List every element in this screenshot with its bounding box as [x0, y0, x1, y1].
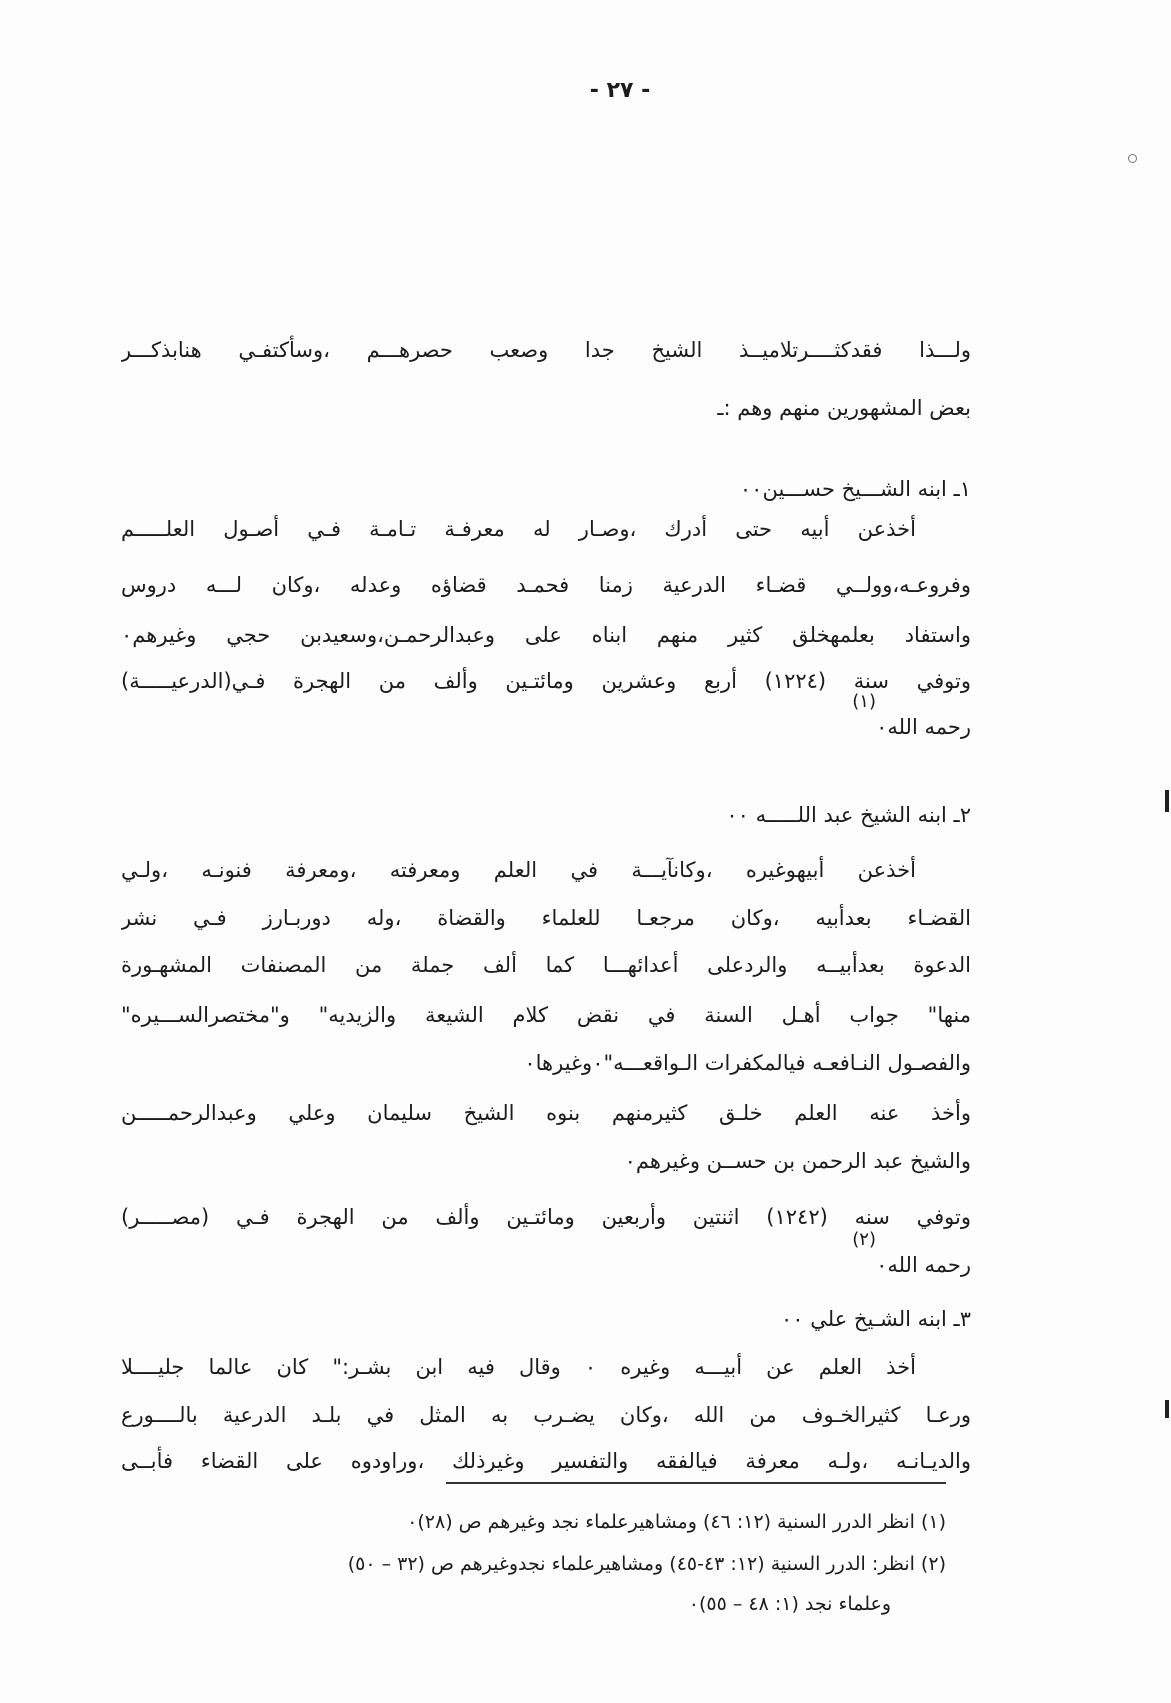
paragraph-line: رحمه الله٠: [876, 1253, 971, 1277]
paragraph-line: وفروعـه،وولــي قضـاء الدرعية زمنا فحمـد قضاؤه وعدله ،وكان لـــه دروس: [121, 573, 971, 597]
paragraph-line: الدعوة بعدأبيــه والردعلى أعدائهـــا كما ألف جملة من المصنفات المشهـورة: [121, 953, 971, 977]
footnote-marker: (١): [852, 691, 876, 712]
paragraph-line: والفصـول النـافعـه فيالمكفرات الـواقعـــه"٠وغيرها٠: [524, 1051, 971, 1075]
paragraph-line: القضـاء بعدأبيه ،وكان مرجعـا للعلماء والقضاة ،وله دوربـارز فـي نشر: [121, 906, 971, 930]
footnote: (١) انظر الدرر السنية (١٢: ٤٦) ومشاهيرعلماء نجد وغيرهم ص (٢٨)٠: [407, 1511, 946, 1533]
paragraph-line: أخذ العلم عن أبيـــه وغيره ٠ وقال فيه ابن بشـر:" كان عالما جليــــلا: [121, 1355, 916, 1379]
section-heading: ٣ـ ابنه الشـيخ علي ٠٠: [781, 1307, 971, 1331]
scan-edge-mark: [1165, 790, 1169, 812]
page-number: - ٢٧ -: [589, 78, 651, 103]
intro-line: ولـــذا فقدكثــــرتلاميــذ الشيخ جدا وصعب حصرهـــم ،وسأكتفـي هنابذكـــر: [121, 338, 971, 362]
scan-speck: [1128, 154, 1137, 163]
paragraph-line: ورعـا كثيرالخـوف من الله ،وكان يضـرب به المثل في بلـد الدرعية بالــــورع: [121, 1403, 971, 1427]
paragraph-line: وأخذ عنه العلم خلـق كثيرمنهم بنوه الشيخ سليمان وعلي وعبدالرحمـــــن: [121, 1101, 971, 1125]
footnote: وعلماء نجد (١: ٤٨ – ٥٥)٠: [688, 1593, 891, 1615]
paragraph-line: منها" جواب أهـل السنة في نقض كلام الشيعة والزيديه" و"مختصرالســـيره": [121, 1003, 971, 1027]
paragraph-line: وتوفي سنة (١٢٢٤) أربع وعشرين ومائتـين وألف من الهجرة فـي(الدرعيـــــة): [121, 669, 971, 693]
scan-edge-mark: [1165, 1400, 1169, 1418]
footnote: (٢) انظر: الدرر السنية (١٢: ٤٣-٤٥) ومشاهيرعلماء نجدوغيرهم ص (٣٢ – ٥٠): [347, 1553, 946, 1575]
paragraph-line: والديـانـه ،ولـه معرفة فيالفقه والتفسير وغيرذلك ،وراودوه على القضاء فأبــى: [121, 1449, 971, 1473]
paragraph-line: وتوفي سنه (١٢٤٢) اثنتين وأربعين ومائتـين وألف من الهجرة فـي (مصـــــر): [121, 1205, 971, 1229]
section-heading: ١ـ ابنه الشـــيخ حســـين٠٠: [739, 477, 971, 501]
section-heading: ٢ـ ابنه الشيخ عبد اللـــــه ٠٠: [726, 803, 971, 827]
paragraph-line: أخذعن أبيه حتى أدرك ،وصـار له معرفـة تـامـة فـي أصـول العلـــــم: [121, 517, 916, 541]
paragraph-line: والشيخ عبد الرحمن بن حســن وغيرهم٠: [624, 1149, 971, 1173]
footnote-marker: (٢): [852, 1229, 876, 1250]
paragraph-line: أخذعن أبيهوغيره ،وكانآيـــة في العلم ومعرفته ،ومعرفة فنونـه ،ولـي: [121, 858, 916, 882]
paragraph-line: رحمه الله٠: [876, 715, 971, 739]
intro-line: بعض المشهورين منهم وهم :ـ: [717, 396, 971, 420]
footnote-separator: [446, 1482, 946, 1484]
paragraph-line: واستفاد بعلمهخلق كثير منهم ابناه على وعبدالرحمـن،وسعيدبن حجي وغيرهم٠: [121, 623, 971, 647]
